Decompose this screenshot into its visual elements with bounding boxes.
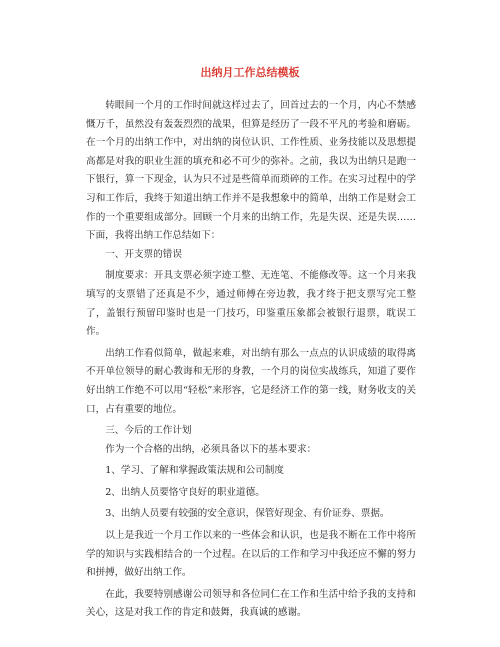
paragraph-summary: 以上是我近一个月工作以来的一些体会和认识，也是我不断在工作中将所学的知识与实践相结合的一个过程。在以后的工作和学习中我还应不懈的努力和拼搏，做好出纳工作。 <box>86 530 416 579</box>
paragraph-requirements-intro: 作为一个合格的出纳，必须具备以下的基本要求： <box>105 443 317 455</box>
paragraph-intro: 转眼间一个月的工作时间就这样过去了，回首过去的一个月，内心不禁感慨万千，虽然没有轰轰烈烈的战果，但算是经历了一段不平凡的考验和磨砺。在一个月的出纳工作中，对出纳的岗位认识、工作性质、业务技能以及思想提高都是对我的职业生涯的填充和必不可少的弥补。之前，我以为出纳只是跑一下银行，算一下现金，认为只不过是些简单而琐碎的工作。在实习过程中的学习和工作后，我终于知道出纳工作并不是我想象中的简单，出纳工作是财会工作的一个重要组成部分。回顾一个月来的出纳工作，先是失误、还是失误……下面，我将出纳工作总结如下： <box>86 100 416 242</box>
list-item-1: 1、学习、了解和掌握政策法规和公司制度 <box>105 465 284 477</box>
section-heading-3: 三、今后的工作计划 <box>105 425 192 437</box>
list-item-3: 3、出纳人员要有较强的安全意识，保管好现金、有价证券、票据。 <box>105 508 390 520</box>
list-item-2: 2、出纳人员要恪守良好的职业道德。 <box>105 486 265 498</box>
section-heading-1: 一、开支票的错误 <box>105 248 182 260</box>
paragraph-thanks: 在此，我要特别感谢公司领导和各位同仁在工作和生活中给予我的支持和关心，这是对我工作的肯定和鼓舞，我真诚的感谢。 <box>86 588 416 619</box>
document-title: 出纳月工作总结模板 <box>200 66 300 79</box>
paragraph-check-errors: 制度要求：开具支票必须字迹工整、无连笔、不能修改等。这一个月来我填写的支票错了还真是不少，通过师傅在旁边教，我才终于把支票写完工整了，盖银行预留印鉴时也是一门技巧，印鉴重压象都会被银行退票，耽误工作。 <box>86 270 416 338</box>
paragraph-cashier-reflection: 出纳工作看似简单，做起来难，对出纳有那么一点点的认识成绩的取得离不开单位领导的耐心教诲和无形的身教，一个月的岗位实战练兵，知道了要作好出纳工作绝不可以用“轻松”来形容，它是经济工作的第一线，财务收支的关口，占有重要的地位。 <box>86 347 416 415</box>
document-body <box>86 97 416 623</box>
